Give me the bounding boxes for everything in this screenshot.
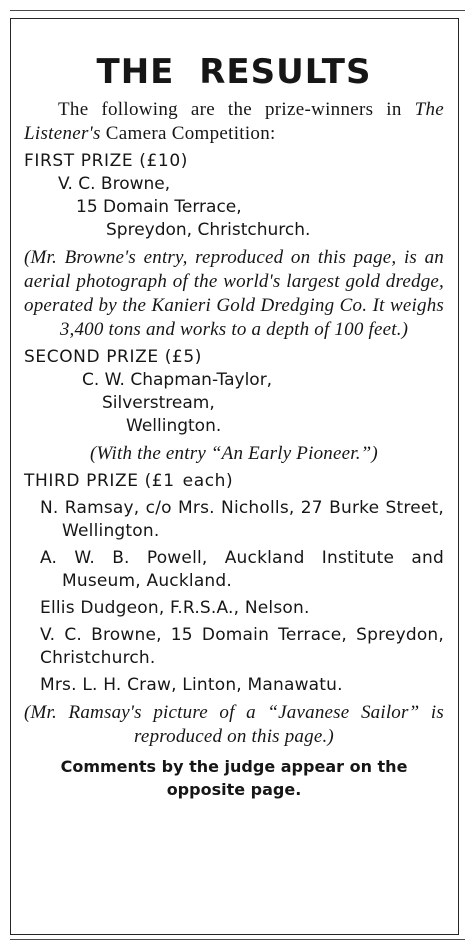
closing-text: Comments by the judge appear on the opposite page. <box>60 757 408 799</box>
third-prize-heading <box>24 470 444 493</box>
second-prize-winner-address <box>24 369 444 438</box>
third-prize-amount: (£1 each) <box>144 471 234 491</box>
third-prize-entry: Mrs. L. H. Craw, Linton, Manawatu. <box>40 675 343 695</box>
address-line: Wellington. <box>126 416 222 436</box>
second-prize-note: (With the entry “An Early Pioneer.”) <box>90 443 378 464</box>
top-rule <box>10 10 465 11</box>
article-title: THE RESULTS <box>96 52 372 92</box>
second-prize-amount: (£5) <box>164 347 202 367</box>
third-prize-entry: A. W. B. Powell, Auckland Institute and Museum, Auckland. <box>40 548 444 591</box>
address-line: V. C. Browne, <box>58 174 171 194</box>
first-prize-heading <box>24 150 444 173</box>
intro-text-before: The following are the prize-winners in <box>58 99 415 120</box>
intro-paragraph <box>24 98 444 146</box>
second-prize-heading <box>24 346 444 369</box>
third-prize-entry: V. C. Browne, 15 Domain Terrace, Spreydon, Christchurch. <box>40 625 444 668</box>
results-article <box>24 50 444 801</box>
address-line: Spreydon, Christchurch. <box>106 220 311 240</box>
third-prize-entry: Ellis Dudgeon, F.R.S.A., Nelson. <box>40 598 310 618</box>
address-line: Silverstream, <box>102 393 215 413</box>
third-prize-label: THIRD PRIZE <box>24 471 139 491</box>
first-prize-note: (Mr. Browne's entry, reproduced on this page, is an aerial photograph of the world's largest gold dredge, operated by the Kanieri Gold Dredging Co. It weighs 3,400 tons and works to a depth of 100 feet.) <box>24 247 444 340</box>
address-line: C. W. Chapman-Taylor, <box>82 370 273 390</box>
bottom-rule <box>10 939 465 940</box>
first-prize-amount: (£10) <box>139 151 188 171</box>
intro-text-after: Camera Competition: <box>100 123 276 144</box>
first-prize-winner-address <box>24 173 444 242</box>
third-prize-entry: N. Ramsay, c/o Mrs. Nicholls, 27 Burke Street, Wellington. <box>40 498 444 541</box>
first-prize-label: FIRST PRIZE <box>24 151 134 171</box>
publication-name: The Listener's <box>24 99 444 144</box>
third-prize-note: (Mr. Ramsay's picture of a “Javanese Sailor” is reproduced on this page.) <box>24 702 444 747</box>
second-prize-label: SECOND PRIZE <box>24 347 159 367</box>
address-line: 15 Domain Terrace, <box>76 197 242 217</box>
